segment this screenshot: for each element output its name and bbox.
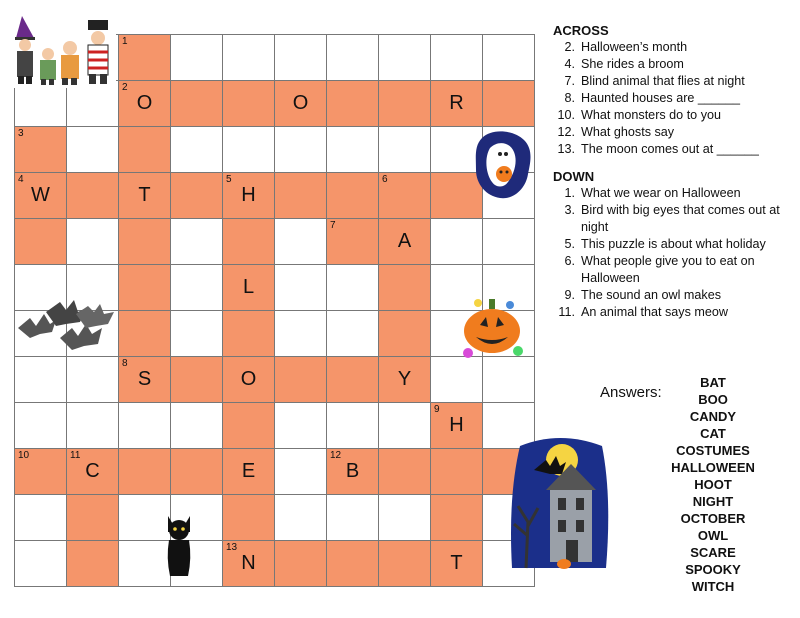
grid-cell (171, 127, 223, 173)
clue-item-text: Blind animal that flies at night (581, 74, 745, 88)
cell-letter: E (241, 460, 256, 482)
grid-cell (15, 541, 67, 587)
grid-cell[interactable] (379, 219, 431, 265)
cell-letter: H (449, 414, 464, 436)
grid-cell[interactable] (171, 357, 223, 403)
grid-cell[interactable] (223, 219, 275, 265)
cell-letter: O (136, 92, 153, 114)
clue-number: 3 (18, 128, 24, 139)
grid-cell (275, 219, 327, 265)
clue-item-number: 13. (557, 142, 575, 156)
grid-cell[interactable] (119, 35, 171, 81)
clue-item-text: This puzzle is about what holiday (581, 237, 766, 251)
clue-item (553, 287, 793, 304)
clue-number: 8 (122, 358, 128, 369)
grid-cell (223, 35, 275, 81)
grid-cell (327, 127, 379, 173)
grid-cell[interactable] (327, 219, 379, 265)
grid-cell (67, 357, 119, 403)
grid-cell (483, 219, 535, 265)
black-cat-icon (162, 514, 196, 580)
cell-letter: L (242, 276, 255, 298)
answer-word: OCTOBER (680, 511, 746, 526)
clue-number: 4 (18, 174, 24, 185)
grid-cell[interactable] (67, 449, 119, 495)
grid-cell[interactable] (275, 357, 327, 403)
grid-cell (379, 35, 431, 81)
clue-item (553, 236, 793, 253)
cell-letter: H (241, 184, 256, 206)
clue-item-text: Halloween’s month (581, 40, 688, 54)
clue-item-text: What monsters do to you (581, 108, 721, 122)
clue-item (553, 107, 793, 124)
clue-number: 1 (122, 36, 128, 47)
cell-letter: O (292, 92, 309, 114)
clue-item-number: 10. (557, 108, 575, 122)
grid-cell[interactable] (119, 449, 171, 495)
grid-cell (275, 127, 327, 173)
grid-cell[interactable] (119, 173, 171, 219)
cell-letter: A (397, 230, 412, 252)
grid-cell[interactable] (275, 81, 327, 127)
grid-cell (171, 219, 223, 265)
grid-cell[interactable] (379, 357, 431, 403)
grid-cell (327, 265, 379, 311)
grid-cell[interactable] (379, 541, 431, 587)
grid-cell[interactable] (223, 173, 275, 219)
clue-number: 11 (70, 450, 81, 461)
grid-cell (275, 495, 327, 541)
clue-number: 7 (330, 220, 336, 231)
clue-item (553, 185, 793, 202)
clue-item-number: 5. (564, 237, 575, 251)
cell-letter: T (138, 184, 151, 206)
clue-item-text: What we wear on Halloween (581, 186, 741, 200)
grid-cell (483, 357, 535, 403)
grid-cell[interactable] (223, 541, 275, 587)
haunted-house-icon (506, 436, 614, 576)
grid-cell[interactable] (67, 495, 119, 541)
grid-cell[interactable] (119, 311, 171, 357)
cell-letter: B (345, 460, 360, 482)
grid-cell[interactable] (223, 311, 275, 357)
clue-item-text: What ghosts say (581, 125, 675, 139)
grid-cell (431, 35, 483, 81)
down-heading: DOWN (553, 169, 595, 184)
grid-cell[interactable] (119, 127, 171, 173)
answer-word: COSTUMES (676, 443, 750, 458)
clue-item-number: 7. (564, 74, 575, 88)
clue-item (553, 304, 793, 321)
clue-item-text: What people give you to eat on Halloween (581, 254, 755, 285)
ghost-icon (470, 128, 534, 202)
grid-cell[interactable] (327, 541, 379, 587)
answer-word: HALLOWEEN (671, 460, 755, 475)
grid-cell[interactable] (223, 265, 275, 311)
clue-item-number: 2. (564, 40, 575, 54)
grid-cell (327, 311, 379, 357)
across-heading: ACROSS (553, 23, 609, 38)
grid-cell[interactable] (379, 265, 431, 311)
grid-cell[interactable] (15, 173, 67, 219)
answer-word: BAT (700, 375, 726, 390)
bats-icon (16, 298, 116, 362)
across-clue-list (553, 39, 793, 158)
clue-item-number: 3. (564, 203, 575, 217)
grid-cell[interactable] (379, 81, 431, 127)
grid-cell (119, 403, 171, 449)
clue-number: 13 (226, 542, 238, 553)
answer-word: SPOOKY (685, 562, 741, 577)
grid-cell (431, 219, 483, 265)
grid-cell (15, 403, 67, 449)
clue-number: 2 (122, 82, 128, 93)
grid-cell (483, 35, 535, 81)
clue-item-number: 9. (564, 288, 575, 302)
clue-number: 5 (226, 174, 232, 185)
grid-cell[interactable] (119, 357, 171, 403)
clue-item (553, 73, 793, 90)
cell-letter: W (31, 184, 50, 206)
answers-list (660, 374, 766, 595)
trick-or-treaters-icon (12, 12, 116, 88)
answer-word: BOO (698, 392, 728, 407)
grid-cell[interactable] (327, 81, 379, 127)
answer-word: CANDY (689, 409, 737, 424)
clue-item (553, 56, 793, 73)
clue-item-number: 11. (558, 305, 575, 319)
grid-cell (431, 357, 483, 403)
grid-cell[interactable] (431, 495, 483, 541)
clue-item (553, 253, 793, 287)
clue-item (553, 141, 793, 158)
grid-cell[interactable] (431, 403, 483, 449)
answer-word: WITCH (691, 579, 735, 594)
grid-cell[interactable] (223, 449, 275, 495)
answer-word: NIGHT (692, 494, 734, 509)
grid-cell[interactable] (15, 127, 67, 173)
answer-word: SCARE (690, 545, 736, 560)
grid-cell (171, 35, 223, 81)
pumpkin-icon (458, 293, 528, 363)
grid-cell[interactable] (171, 173, 223, 219)
clue-number: 6 (382, 174, 388, 185)
grid-cell[interactable] (483, 81, 535, 127)
grid-cell[interactable] (171, 449, 223, 495)
grid-cell[interactable] (15, 219, 67, 265)
grid-cell (379, 495, 431, 541)
clue-number: 9 (434, 404, 440, 415)
clue-item-number: 6. (564, 254, 575, 268)
grid-cell[interactable] (327, 173, 379, 219)
answer-word: CAT (700, 426, 726, 441)
grid-cell (15, 495, 67, 541)
grid-cell[interactable] (67, 541, 119, 587)
cell-letter: R (449, 92, 464, 114)
answer-word: OWL (697, 528, 729, 543)
grid-cell[interactable] (327, 357, 379, 403)
cell-letter: Y (397, 368, 412, 390)
grid-cell[interactable] (223, 403, 275, 449)
grid-cell[interactable] (119, 81, 171, 127)
grid-cell (327, 35, 379, 81)
grid-cell (15, 357, 67, 403)
grid-cell[interactable] (223, 495, 275, 541)
clue-item (553, 90, 793, 107)
clue-item (553, 124, 793, 141)
grid-cell (67, 127, 119, 173)
answers-label: Answers: (600, 384, 662, 401)
cell-letter: T (450, 552, 463, 574)
grid-cell[interactable] (15, 449, 67, 495)
grid-cell (171, 265, 223, 311)
clues-panel (553, 22, 793, 321)
grid-cell[interactable] (431, 449, 483, 495)
grid-cell (67, 219, 119, 265)
grid-cell[interactable] (119, 265, 171, 311)
cell-letter: S (137, 368, 152, 390)
grid-cell[interactable] (223, 357, 275, 403)
down-clue-list (553, 185, 793, 321)
clue-item (553, 39, 793, 56)
grid-cell (275, 35, 327, 81)
clue-item-text: Haunted houses are ______ (581, 91, 740, 105)
grid-cell[interactable] (379, 449, 431, 495)
clue-item-number: 4. (564, 57, 575, 71)
grid-cell[interactable] (223, 81, 275, 127)
grid-cell (379, 127, 431, 173)
answer-word: HOOT (694, 477, 732, 492)
grid-cell[interactable] (67, 173, 119, 219)
grid-cell (327, 403, 379, 449)
grid-cell (275, 403, 327, 449)
grid-cell (275, 311, 327, 357)
clue-item-text: The sound an owl makes (581, 288, 722, 302)
clue-number: 12 (330, 450, 342, 461)
clue-item-text: She rides a broom (581, 57, 684, 71)
grid-cell (223, 127, 275, 173)
grid-cell (275, 449, 327, 495)
clue-item-text: The moon comes out at ______ (581, 142, 759, 156)
grid-cell (327, 495, 379, 541)
clue-item-number: 12. (557, 125, 575, 139)
grid-cell[interactable] (431, 81, 483, 127)
clue-item (553, 202, 793, 236)
clue-item-text: An animal that says meow (581, 305, 728, 319)
grid-cell (171, 403, 223, 449)
grid-cell[interactable] (431, 541, 483, 587)
clue-item-number: 8. (564, 91, 575, 105)
grid-cell (275, 265, 327, 311)
grid-cell[interactable] (379, 173, 431, 219)
grid-cell (379, 403, 431, 449)
clue-number: 10 (18, 450, 30, 461)
cell-letter: C (85, 460, 100, 482)
cell-letter: O (240, 368, 257, 390)
grid-cell[interactable] (119, 219, 171, 265)
cell-letter: N (241, 552, 256, 574)
grid-cell[interactable] (275, 173, 327, 219)
grid-cell[interactable] (171, 81, 223, 127)
grid-cell[interactable] (379, 311, 431, 357)
clue-item-text: Bird with big eyes that comes out at night (581, 203, 780, 234)
grid-cell[interactable] (327, 449, 379, 495)
grid-cell (67, 403, 119, 449)
clue-item-number: 1. (564, 186, 575, 200)
grid-cell[interactable] (275, 541, 327, 587)
grid-cell (171, 311, 223, 357)
